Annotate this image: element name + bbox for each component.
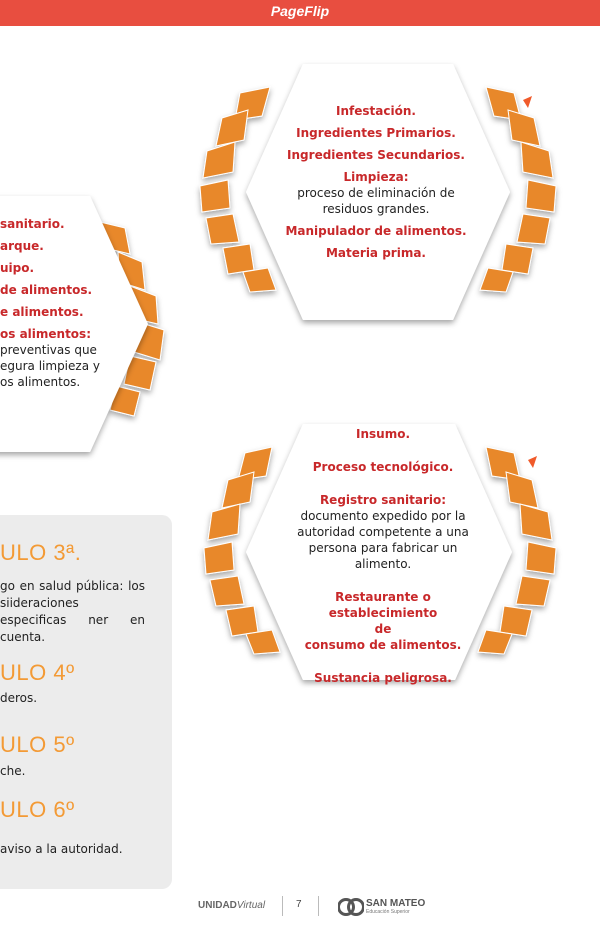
unidad-virtual-logo (198, 900, 265, 911)
section-text: aviso a la autoridad. (0, 842, 123, 856)
term-materia-prima: Materia prima. (325, 246, 426, 260)
hexagon-1-accent (523, 96, 532, 108)
term-restaurante-line1: Restaurante o establecimiento (328, 590, 438, 620)
section-text: go en salud pública: los siideraciones especificas ner en cuenta. (0, 579, 145, 644)
term-proceso-tecnologico: Proceso tecnológico. (312, 460, 454, 474)
hexagon-1-content (283, 103, 469, 267)
term-restaurante-line2: de (374, 622, 392, 636)
term-ingredientes-primarios: Ingredientes Primarios. (296, 126, 456, 140)
term-line: sanitario. (0, 217, 65, 231)
term-line: arque. (0, 239, 44, 253)
section-title: ULO 6º (0, 797, 75, 822)
term-line: os alimentos: (0, 327, 91, 341)
definition-line: egura limpieza y (0, 359, 100, 373)
section-title: ULO 5º (0, 732, 75, 757)
logo-subtitle: Educación Superior (366, 909, 410, 915)
term-limpieza: Limpieza: (343, 170, 409, 184)
brand-italic: Virtual (236, 900, 266, 911)
term-insumo: Insumo. (356, 427, 410, 441)
term-line: e alimentos. (0, 305, 84, 319)
divider (282, 896, 283, 916)
brand-bold: UNIDAD (198, 900, 237, 911)
app-title: PageFlip (270, 3, 330, 19)
section-text: deros. (0, 691, 38, 705)
page-footer (0, 892, 600, 922)
definition-line: preventivas que (0, 343, 97, 357)
section-title: ULO 4º (0, 660, 75, 685)
divider (318, 896, 319, 916)
term-line: uipo. (0, 261, 35, 275)
section-text: che. (0, 764, 26, 778)
term-restaurante-line3: consumo de alimentos. (304, 638, 462, 652)
logo-name: SAN MATEO (366, 898, 426, 909)
definition-limpieza: proceso de eliminación de residuos grandes. (297, 186, 455, 216)
term-ingredientes-secundarios: Ingredientes Secundarios. (287, 148, 465, 162)
definition-registro-sanitario: documento expedido por la autoridad competente a una persona para fabricar un alimento. (297, 509, 469, 571)
term-registro-sanitario: Registro sanitario: (319, 493, 447, 507)
hexagon-2-content (0, 216, 120, 390)
term-sustancia-peligrosa: Sustancia peligrosa. (314, 671, 452, 685)
page-number: 7 (296, 899, 302, 910)
hexagon-3-accent (528, 456, 537, 468)
definition-line: os alimentos. (0, 375, 81, 389)
san-mateo-logo-icon (338, 896, 364, 918)
term-line: de alimentos. (0, 283, 93, 297)
hexagon-3-content (283, 426, 483, 686)
term-infestacion: Infestación. (336, 104, 416, 118)
term-manipulador: Manipulador de alimentos. (285, 224, 467, 238)
section-title: ULO 3ª. (0, 540, 82, 565)
